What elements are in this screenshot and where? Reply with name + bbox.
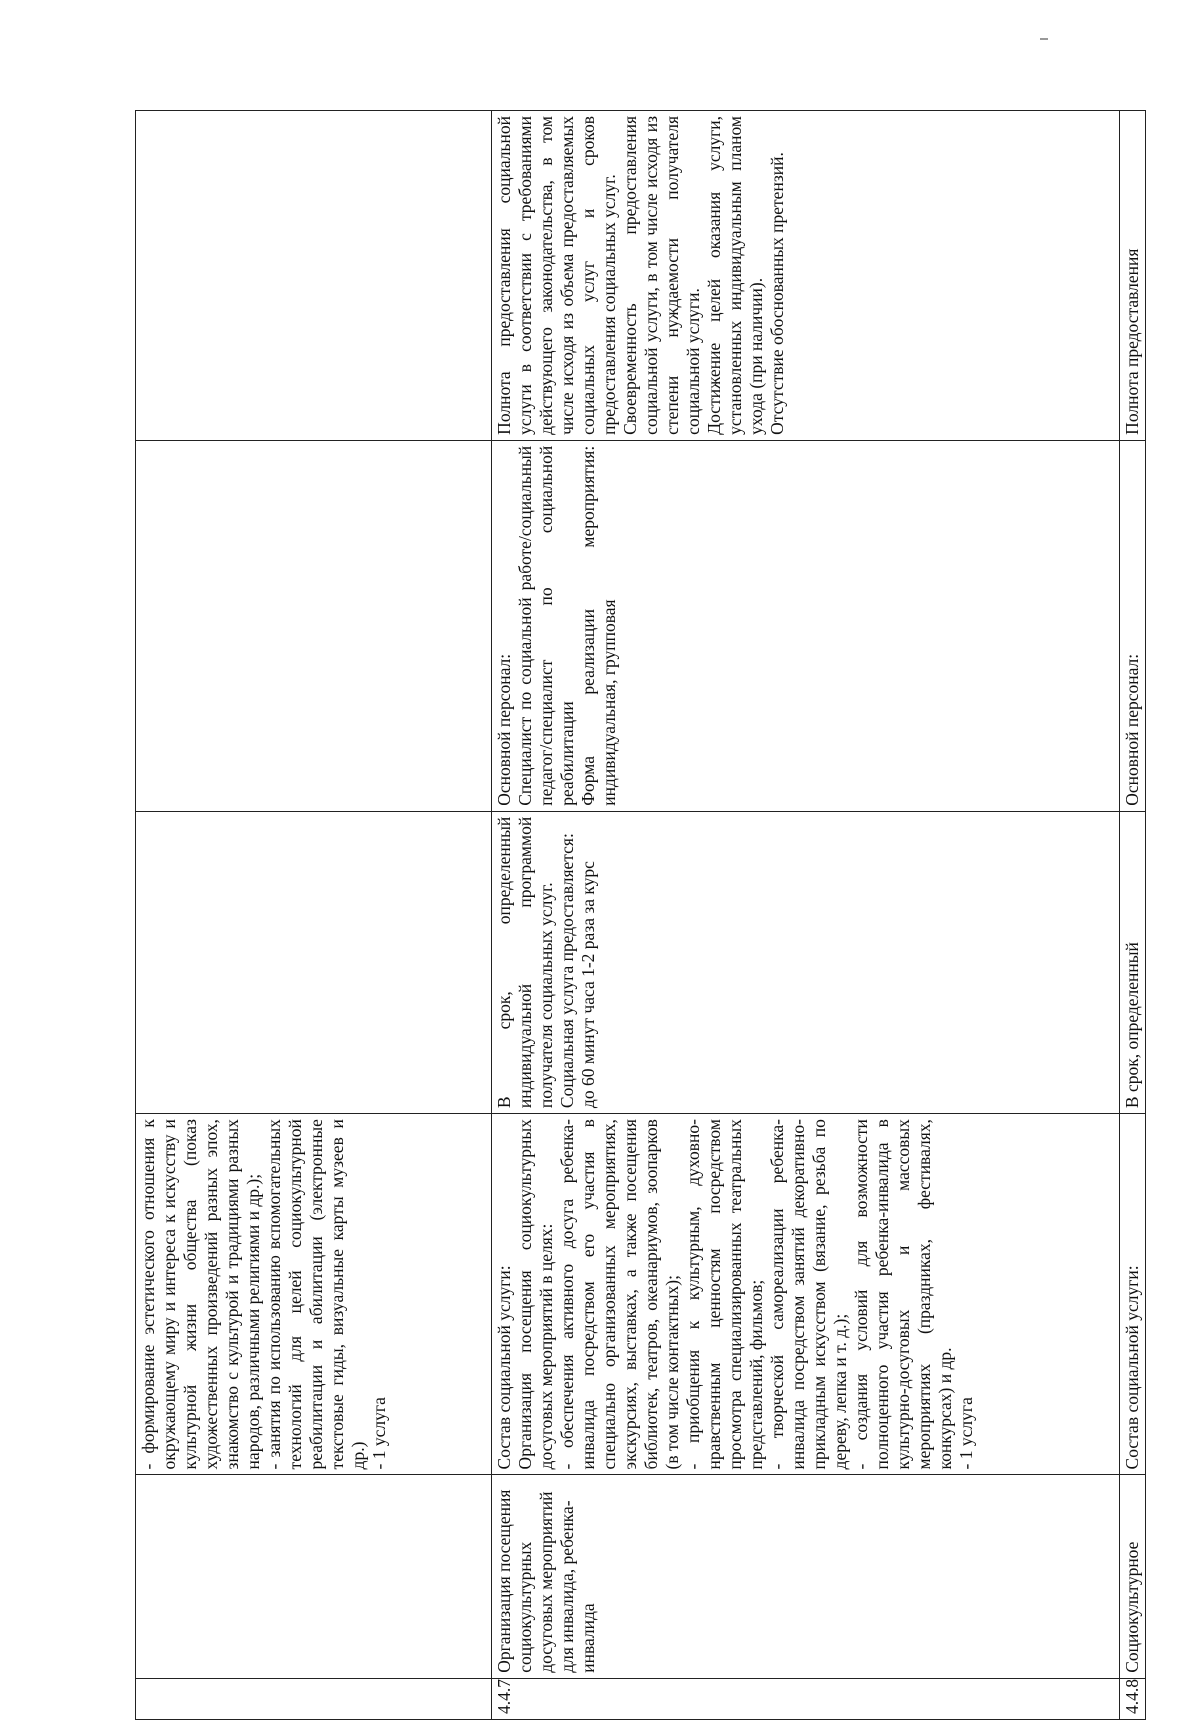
term-line: В срок, определенный bbox=[1122, 942, 1142, 1109]
service-quality-cell bbox=[136, 111, 492, 441]
composition-line: Состав социальной услуги: bbox=[1122, 1265, 1142, 1470]
service-name-cell bbox=[1120, 1475, 1146, 1678]
service-staff-cell bbox=[1120, 440, 1146, 811]
composition-line: Организация посещения социокультурных досуговых мероприятий в целях: bbox=[515, 1119, 556, 1470]
service-name-cell bbox=[492, 1475, 1120, 1678]
composition-line: - формирование эстетического отношения к окружающему миру и интереса к искусству и культурной жизни общества (показ художественных произведений разных эпох, знакомство с культурой и традициями разных народов, различными религиями и др.); bbox=[138, 1119, 263, 1470]
rotated-table-container bbox=[135, 110, 1140, 1720]
quality-line: Отсутствие обоснованных претензий. bbox=[767, 152, 787, 435]
row-number bbox=[136, 1678, 492, 1719]
quality-line: Достижение целей оказания услуги, установленных индивидуальным планом ухода (при наличии). bbox=[704, 116, 766, 435]
service-quality-cell bbox=[492, 111, 1120, 441]
table-row bbox=[492, 111, 1120, 1720]
term-line: до 60 минут часа 1-2 раза за курс bbox=[578, 861, 598, 1109]
quality-line: Своевременность предоставления социальной услуги, в том числе исходя из степени нуждаемости получателя социальной услуги. bbox=[620, 116, 703, 435]
staff-line: Специалист по социальной работе/социальный педагог/специалист по социальной реабилитации bbox=[515, 445, 577, 806]
quality-line: Полнота предоставления социальной услуги в соответствии с требованиями действующего законодательства, в том числе исходя из объема предоставляемых социальных услуг и сроков предоставления социальных услуг. bbox=[494, 116, 619, 435]
service-name: Организация посещения социокультурных досуговых мероприятий для инвалида, ребенка-инвалида bbox=[494, 1489, 598, 1673]
service-term-cell bbox=[1120, 811, 1146, 1113]
term-line: Социальная услуга предоставляется: bbox=[557, 833, 577, 1109]
composition-line: - 1 услуга bbox=[369, 1397, 389, 1470]
composition-line: - создания условий для возможности полноценного участия ребенка-инвалида в культурно-досуговых и массовых мероприятиях (праздниках, фестивалях, конкурсах) и др. bbox=[851, 1119, 955, 1470]
composition-line: - занятия по использованию вспомогательных технологий для целей социокультурной реабилитации и абилитации (электронные текстовые гиды, визуальные карты музеев и др.) bbox=[264, 1119, 368, 1470]
composition-line: - приобщения к культурным, духовно-нравственным ценностям посредством просмотра специализированных театральных представлений, фильмов; bbox=[683, 1119, 766, 1470]
service-composition-cell bbox=[1120, 1114, 1146, 1475]
service-name-cell bbox=[136, 1475, 492, 1678]
service-staff-cell bbox=[492, 440, 1120, 811]
service-term-cell bbox=[492, 811, 1120, 1113]
term-line: В срок, определенный индивидуальной программой получателя социальных услуг. bbox=[494, 816, 556, 1109]
staff-line: Форма реализации мероприятия: индивидуальная, групповая bbox=[578, 445, 619, 806]
table-row bbox=[1120, 111, 1146, 1720]
scan-artifact bbox=[1040, 38, 1048, 40]
quality-line: Полнота предоставления bbox=[1122, 248, 1142, 435]
service-composition-cell bbox=[492, 1114, 1120, 1475]
row-number: 4.4.7 bbox=[492, 1678, 1120, 1719]
composition-line: - обеспечения активного досуга ребенка-инвалида посредством его участия в специально организованных мероприятиях, экскурсиях, выставках, а также посещения библиотек, театров, океанариумов, зоопарков (в том числе контактных); bbox=[557, 1119, 682, 1470]
composition-line: Состав социальной услуги: bbox=[494, 1265, 514, 1470]
staff-line: Основной персонал: bbox=[1122, 653, 1142, 806]
services-table bbox=[135, 110, 1146, 1720]
service-name: Социокультурное bbox=[1122, 1541, 1142, 1673]
service-composition-cell bbox=[136, 1114, 492, 1475]
service-term-cell bbox=[136, 811, 492, 1113]
row-number: 4.4.8 bbox=[1120, 1678, 1146, 1719]
staff-line: Основной персонал: bbox=[494, 653, 514, 806]
service-quality-cell bbox=[1120, 111, 1146, 441]
composition-line: - творческой самореализации ребенка-инвалида посредством занятий декоративно-прикладным искусством (вязание, резьба по дереву, лепка и т. д.); bbox=[767, 1119, 850, 1470]
composition-line: - 1 услуга bbox=[956, 1397, 976, 1470]
table-row bbox=[136, 111, 492, 1720]
service-staff-cell bbox=[136, 440, 492, 811]
